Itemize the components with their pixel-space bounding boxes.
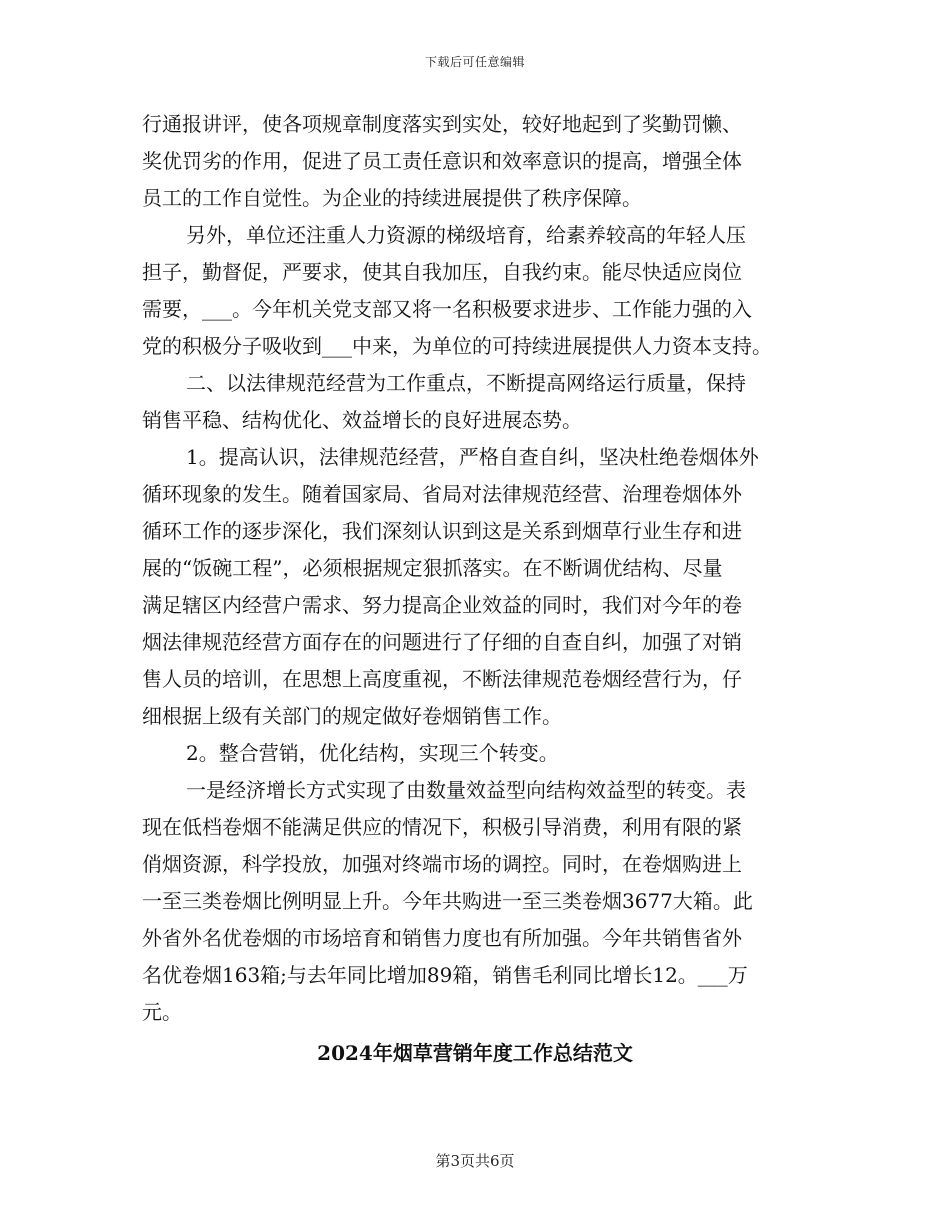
paragraph-line: 元。: [142, 1000, 182, 1024]
paragraph-line: 现在低档卷烟不能满足供应的情况下，积极引导消费，利用有限的紧: [142, 815, 742, 839]
paragraph-line: 1。提高认识，法律规范经营，严格自查自纠，坚决杜绝卷烟体外: [186, 445, 759, 469]
paragraph-line: 一至三类卷烟比例明显上升。今年共购进一至三类卷烟3677大箱。此: [142, 889, 753, 913]
paragraph-line: 烟法律规范经营方面存在的问题进行了仔细的自查自纠，加强了对销: [142, 630, 742, 654]
paragraph-line: 循环工作的逐步深化，我们深刻认识到这是关系到烟草行业生存和进: [142, 519, 742, 543]
paragraph-line: 细根据上级有关部门的规定做好卷烟销售工作。: [142, 704, 562, 728]
paragraph-line: 担子，勤督促，严要求，使其自我加压，自我约束。能尽快适应岗位: [142, 260, 742, 284]
section-heading-line: 二、以法律规范经营为工作重点，不断提高网络运行质量，保持: [186, 371, 746, 395]
paragraph-line: 2。整合营销，优化结构，实现三个转变。: [186, 741, 559, 765]
paragraph-line: 行通报讲评，使各项规章制度落实到实处，较好地起到了奖勤罚懒、: [142, 112, 742, 136]
paragraph-line: 满足辖区内经营户需求、努力提高企业效益的同时，我们对今年的卷: [142, 593, 742, 617]
page-number: 第3页共6页: [435, 1152, 515, 1170]
paragraph-line: 党的积极分子吸收到___中来，为单位的可持续进展提供人力资本支持。: [142, 334, 772, 358]
section-heading-line: 销售平稳、结构优化、效益增长的良好进展态势。: [142, 408, 582, 432]
document-body: [142, 106, 822, 1031]
paragraph-line: 展的“饭碗工程”，必须根据规定狠抓落实。在不断调优结构、尽量: [142, 556, 723, 580]
paragraph-line: 员工的工作自觉性。为企业的持续进展提供了秩序保障。: [142, 186, 642, 210]
paragraph-line: 一是经济增长方式实现了由数量效益型向结构效益型的转变。表: [186, 778, 746, 802]
paragraph-line: 需要，___。今年机关党支部又将一名积极要求进步、工作能力强的入: [142, 297, 752, 321]
paragraph-line: 循环现象的发生。随着国家局、省局对法律规范经营、治理卷烟体外: [142, 482, 742, 506]
document-title: 2024年烟草营销年度工作总结范文: [317, 1041, 633, 1065]
page-header: 下载后可任意编辑: [424, 55, 525, 69]
paragraph-line: 另外，单位还注重人力资源的梯级培育，给素养较高的年轻人压: [186, 223, 746, 247]
paragraph-line: 奖优罚劣的作用，促进了员工责任意识和效率意识的提高，增强全体: [142, 149, 742, 173]
paragraph-line: 俏烟资源，科学投放，加强对终端市场的调控。同时，在卷烟购进上: [142, 852, 742, 876]
paragraph-line: 外省外名优卷烟的市场培育和销售力度也有所加强。今年共销售省外: [142, 926, 742, 950]
paragraph-line: 名优卷烟163箱;与去年同比增加89箱，销售毛利同比增长12。___万: [142, 963, 748, 987]
paragraph-line: 售人员的培训，在思想上高度重视，不断法律规范卷烟经营行为，仔: [142, 667, 742, 691]
